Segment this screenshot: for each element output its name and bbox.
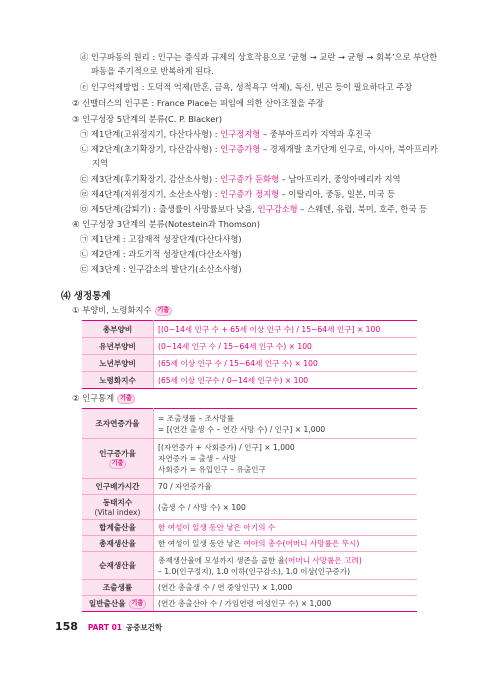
theory-d: ⓓ 인구파동의 원리 : 인구는 증식과 규제의 상호작용으로 ‘균형 → 교란 → 균형 → 회복’으로 부단한 [80, 52, 438, 62]
stage-2: ㉡ 제2단계(초기확장기, 다산감사형) : 인구증가형 – 경제개발 초기단계 인구로, 아시아, 북아프리카 [80, 144, 438, 154]
page-footer [55, 620, 162, 633]
three-stage-3: ㉢ 제3단계 : 인구감소의 발단기(소산소사형) [80, 264, 242, 274]
stage-5: ㉤ 제5단계(감퇴기) : 출생률이 사망률보다 낮음, 인구감소형 – 스웨덴, 유럽, 북미, 호주, 한국 등 [80, 204, 427, 214]
three-stage-1: ㉠ 제1단계 : 고잠재적 성장단계(다산다사형) [80, 234, 242, 244]
stage-1: ㉠ 제1단계(고위정지기, 다산다사형) : 인구정지형 – 중부아프리카 지역과 후진국 [80, 129, 372, 139]
population-stats-table [82, 408, 417, 612]
table-row: 합계출산율 한 여성이 일생 동안 낳은 아기의 수 [82, 520, 417, 536]
table-row: 조자연증가율 = 조출생률 – 조사망률 = [(연간 출생 수 – 연간 사망 수) / 인구] × 1,000 [82, 409, 417, 439]
exam-tag: 기출 [129, 599, 147, 609]
dependency-table [82, 320, 417, 389]
exam-tag: 기출 [117, 394, 135, 404]
table-row: 인구증가율 기출 [(자연증가 + 사회증가) / 인구] × 1,000 자연증가 = 출생 – 사망 사회증가 = 유입인구 – 유출인구 [82, 439, 417, 479]
sub-heading-1: ① 부양비, 노령화지수 기출 [72, 305, 172, 316]
part-label: PART 01 [87, 623, 123, 632]
page-number: 158 [55, 620, 78, 633]
three-stage-2: ㉡ 제2단계 : 과도기적 성장단계(다산소사형) [80, 249, 242, 259]
table-row: 순재생산율 총재생산율에 모성까지 생존을 곱한 율(어머니 사망률은 고려) – 1.0(인구정지), 1.0 이하(인구감소), 1.0 이상(인구증가) [82, 552, 417, 580]
stage-2-cont: 지역 [92, 158, 109, 168]
theory-e: ⓔ 인구억제방법 : 도덕적 억제(만혼, 금욕, 성적욕구 억제), 독신, 빈곤 등이 필요하다고 주장 [80, 82, 413, 92]
table-row: 유년부양비 (0~14세 인구 수 / 15~64세 인구 수) × 100 [82, 338, 417, 355]
table-row: 조출생률 (연간 총출생 수 / 연 중앙인구) × 1,000 [82, 580, 417, 596]
exam-tag: 기출 [155, 306, 173, 316]
table-row: 동태지수 (Vital index) (출생 수 / 사망 수) × 100 [82, 495, 417, 520]
stage-4: ㉣ 제4단계(저위정지기, 소산소사형) : 인구증가 정지형 – 이탈리아, 중동, 일본, 미국 등 [80, 189, 396, 199]
table-row: 노령화지수 (65세 이상 인구수 / 0~14세 인구수) × 100 [82, 372, 417, 389]
item-2: ② 신맬더스의 인구론 : France Place는 피임에 의한 산아조절을 주장 [72, 98, 324, 108]
table-row: 총부양비 [(0~14세 인구 수 + 65세 이상 인구 수) / 15~64세 인구] × 100 [82, 321, 417, 338]
table-row: 총재생산율 한 여성이 일생 동안 낳은 여아의 총수(어머니 사망률은 무시) [82, 536, 417, 552]
table-row: 노년부양비 (65세 이상 인구 수 / 15~64세 인구 수) × 100 [82, 355, 417, 372]
stage-3: ㉢ 제3단계(후기확장기, 감산소사형) : 인구증가 둔화형 – 남아프리카, 중앙아메리카 지역 [80, 174, 401, 184]
item-3: ③ 인구성장 5단계의 분류(C. P. Blacker) [72, 114, 222, 124]
theory-d-cont: 파동을 주기적으로 반복하게 된다. [91, 66, 214, 76]
section-title: ⑷ 생정통계 [61, 291, 111, 302]
table-row: 인구배가시간 70 / 자연증가율 [82, 479, 417, 495]
table-row: 일반출산율 기출 (연간 총출산아 수 / 가임연령 여성인구 수) × 1,000 [82, 596, 417, 612]
chapter-title: 공중보건학 [125, 623, 163, 632]
item-4: ④ 인구성장 3단계의 분류(Notestein과 Thomson) [72, 219, 260, 229]
sub-heading-2: ② 인구통계 기출 [72, 393, 135, 404]
exam-tag: 기출 [109, 459, 127, 469]
